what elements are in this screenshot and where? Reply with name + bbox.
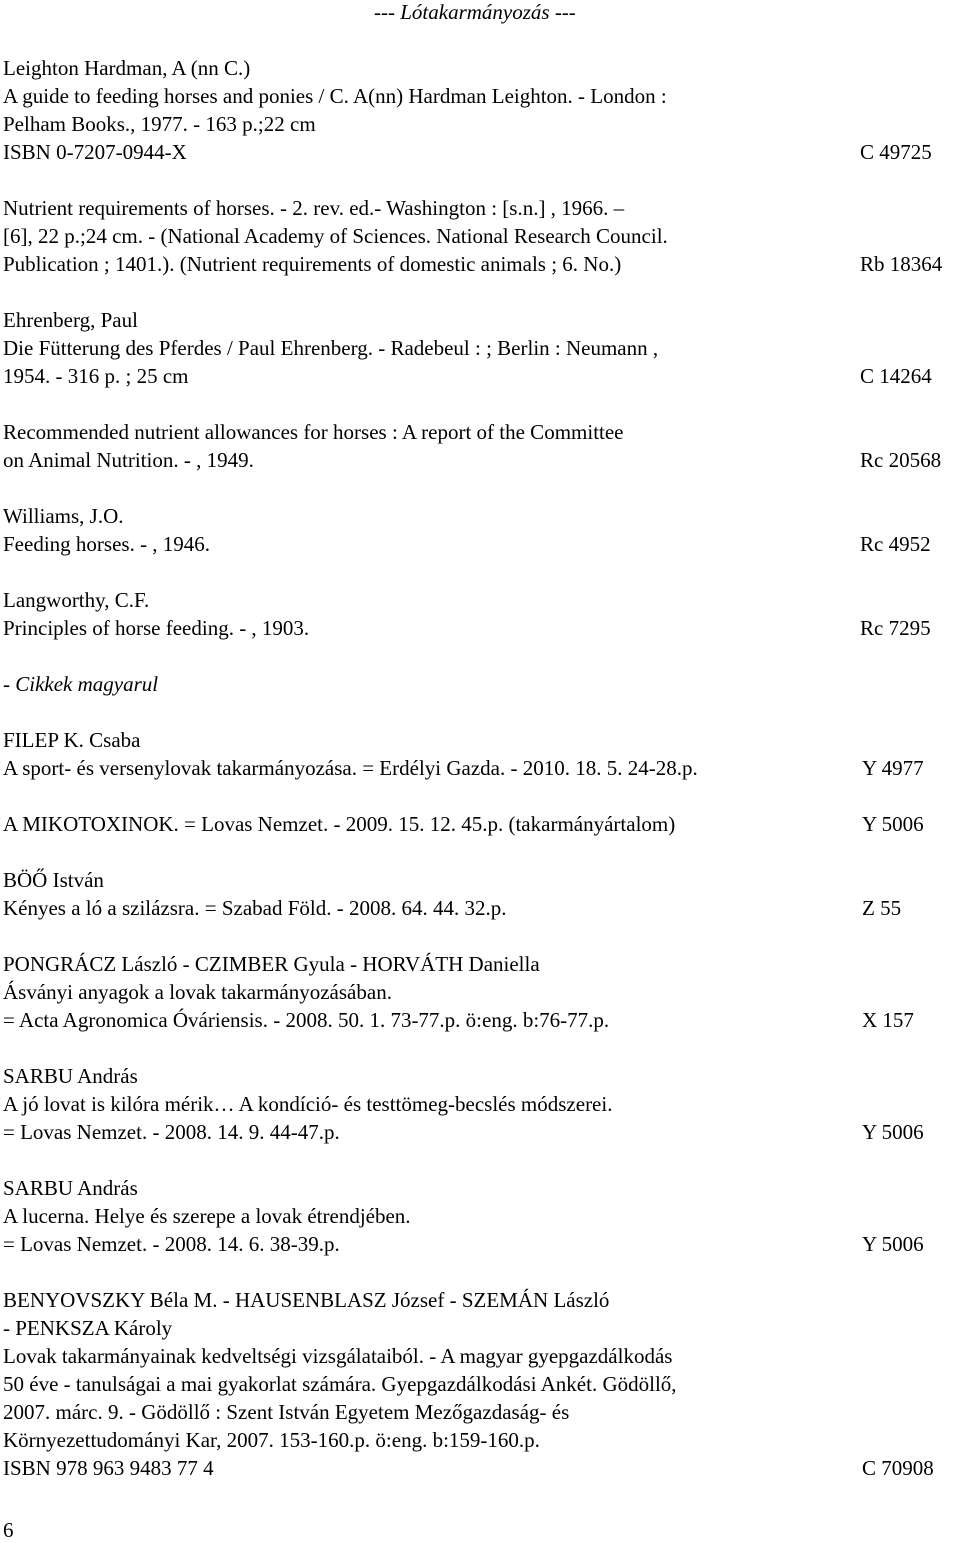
call-number: X 157 [862,1008,914,1032]
call-number: Rb 18364 [860,252,943,276]
entry-text: Die Fütterung des Pferdes / Paul Ehrenberg. - Radebeul : ; Berlin : Neumann , [3,336,659,360]
entry-text: SARBU András [3,1064,138,1088]
entry-line [3,306,958,334]
entry-text: A guide to feeding horses and ponies / C. A(nn) Hardman Leighton. - London : [3,84,667,108]
entry-spacer [3,1146,958,1174]
hungarian-articles [3,726,958,1510]
call-number: Y 5006 [862,812,924,836]
entry-text: Recommended nutrient allowances for horses : A report of the Committee [3,420,624,444]
entry-line [3,222,958,250]
call-number: Rc 7295 [860,616,931,640]
bibliography-entry [3,950,958,1062]
bibliography-entry [3,810,958,866]
entry-text: Környezettudományi Kar, 2007. 153-160.p. ö:eng. b:159-160.p. [3,1428,540,1452]
entry-line [3,1006,958,1034]
entry-text: Ásványi anyagok a lovak takarmányozásában. [3,980,392,1004]
entry-line [3,1398,958,1426]
entry-line [3,586,958,614]
entry-line [3,1202,958,1230]
entry-text: 1954. - 316 p. ; 25 cm [3,364,189,388]
bibliography-entry [3,194,958,306]
entry-text: = Acta Agronomica Óváriensis. - 2008. 50. 1. 73-77.p. ö:eng. b:76-77.p. [3,1008,610,1032]
entry-line [3,110,958,138]
entry-line [3,1230,958,1258]
entry-spacer [3,1034,958,1062]
call-number: Y 4977 [862,756,924,780]
entry-text: A lucerna. Helye és szerepe a lovak étrendjében. [3,1204,411,1228]
section-heading: - Cikkek magyarul [3,672,159,696]
bibliography-entry [3,418,958,502]
bibliography-entry [3,1062,958,1174]
entry-line [3,418,958,446]
entry-line [3,1118,958,1146]
call-number: C 49725 [860,140,932,164]
spacer [3,698,958,726]
entry-line [3,82,958,110]
entry-text: 50 éve - tanulságai a mai gyakorlat számára. Gyepgazdálkodási Ankét. Gödöllő, [3,1372,677,1396]
entry-text: PONGRÁCZ László - CZIMBER Gyula - HORVÁTH Daniella [3,952,540,976]
call-number: Y 5006 [862,1232,924,1256]
entry-line [3,1370,958,1398]
entry-text: A MIKOTOXINOK. = Lovas Nemzet. - 2009. 15. 12. 45.p. (takarmányártalom) [3,812,676,836]
entry-line [3,1426,958,1454]
entry-text: SARBU András [3,1176,138,1200]
entry-text: Williams, J.O. [3,504,124,528]
entry-spacer [3,922,958,950]
entry-line [3,194,958,222]
call-number: Rc 20568 [860,448,942,472]
page-number: 6 [3,1518,14,1542]
entry-text: FILEP K. Csaba [3,728,141,752]
entry-line [3,726,958,754]
entry-text: ISBN 0-7207-0944-X [3,140,187,164]
entry-text: on Animal Nutrition. - , 1949. [3,448,254,472]
entry-text: Nutrient requirements of horses. - 2. rev. ed.- Washington : [s.n.] , 1966. – [3,196,625,220]
entry-spacer [3,642,958,670]
entry-text: Leighton Hardman, A (nn C.) [3,56,251,80]
entry-spacer [3,558,958,586]
entry-line [3,810,958,838]
entry-text: Publication ; 1401.). (Nutrient requirements of domestic animals ; 6. No.) [3,252,622,276]
entry-line [3,866,958,894]
entry-text: Pelham Books., 1977. - 163 p.;22 cm [3,112,316,136]
entry-line [3,446,958,474]
bibliography-entry [3,866,958,950]
bibliography-entry [3,54,958,194]
entry-line [3,978,958,1006]
call-number: C 70908 [862,1456,934,1480]
entry-text: Kényes a ló a szilázsra. = Szabad Föld. - 2008. 64. 44. 32.p. [3,896,507,920]
entry-line [3,362,958,390]
page-header-title: --- Lótakarmányozás --- [374,0,576,24]
entry-line [3,530,958,558]
entry-line [3,1314,958,1342]
entry-spacer [3,1482,958,1510]
entry-spacer [3,1258,958,1286]
entry-line [3,1286,958,1314]
entry-line [3,1062,958,1090]
call-number: Z 55 [862,896,902,920]
bibliography-entry [3,726,958,810]
entry-line [3,250,958,278]
entry-text: [6], 22 p.;24 cm. - (National Academy of Sciences. National Research Council. [3,224,668,248]
entry-text: - PENKSZA Károly [3,1316,173,1340]
entry-text: = Lovas Nemzet. - 2008. 14. 9. 44-47.p. [3,1120,340,1144]
entry-line [3,614,958,642]
entry-line [3,1454,958,1482]
entry-text: A sport- és versenylovak takarmányozása. = Erdélyi Gazda. - 2010. 18. 5. 24-28.p. [3,756,698,780]
bibliography-entry [3,1174,958,1286]
entry-line [3,502,958,530]
english-references [3,54,958,670]
call-number: Y 5006 [862,1120,924,1144]
entry-line [3,1174,958,1202]
entry-line [3,1090,958,1118]
entry-text: 2007. márc. 9. - Gödöllő : Szent István Egyetem Mezőgazdaság- és [3,1400,570,1424]
entry-line [3,1342,958,1370]
entry-text: A jó lovat is kilóra mérik… A kondíció- és testtömeg-becslés módszerei. [3,1092,613,1116]
entry-line [3,138,958,166]
entry-line [3,950,958,978]
entry-spacer [3,838,958,866]
entry-spacer [3,474,958,502]
entry-line [3,754,958,782]
entry-text: Principles of horse feeding. - , 1903. [3,616,310,640]
entry-text: ISBN 978 963 9483 77 4 [3,1456,214,1480]
entry-spacer [3,166,958,194]
bibliography-entry [3,586,958,670]
bibliography-entry [3,306,958,418]
entry-line [3,894,958,922]
bibliography-list [3,54,958,1510]
entry-text: BENYOVSZKY Béla M. - HAUSENBLASZ József - SZEMÁN László [3,1288,610,1312]
bibliography-entry [3,1286,958,1510]
entry-text: = Lovas Nemzet. - 2008. 14. 6. 38-39.p. [3,1232,340,1256]
call-number: C 14264 [860,364,932,388]
entry-spacer [3,278,958,306]
entry-text: Feeding horses. - , 1946. [3,532,211,556]
bibliography-entry [3,502,958,586]
entry-spacer [3,390,958,418]
entry-text: Lovak takarmányainak kedveltségi vizsgálataiból. - A magyar gyepgazdálkodás [3,1344,673,1368]
entry-spacer [3,782,958,810]
entry-line [3,54,958,82]
entry-text: Langworthy, C.F. [3,588,150,612]
entry-text: Ehrenberg, Paul [3,308,138,332]
call-number: Rc 4952 [860,532,931,556]
entry-line [3,334,958,362]
entry-text: BÖŐ István [3,868,104,892]
